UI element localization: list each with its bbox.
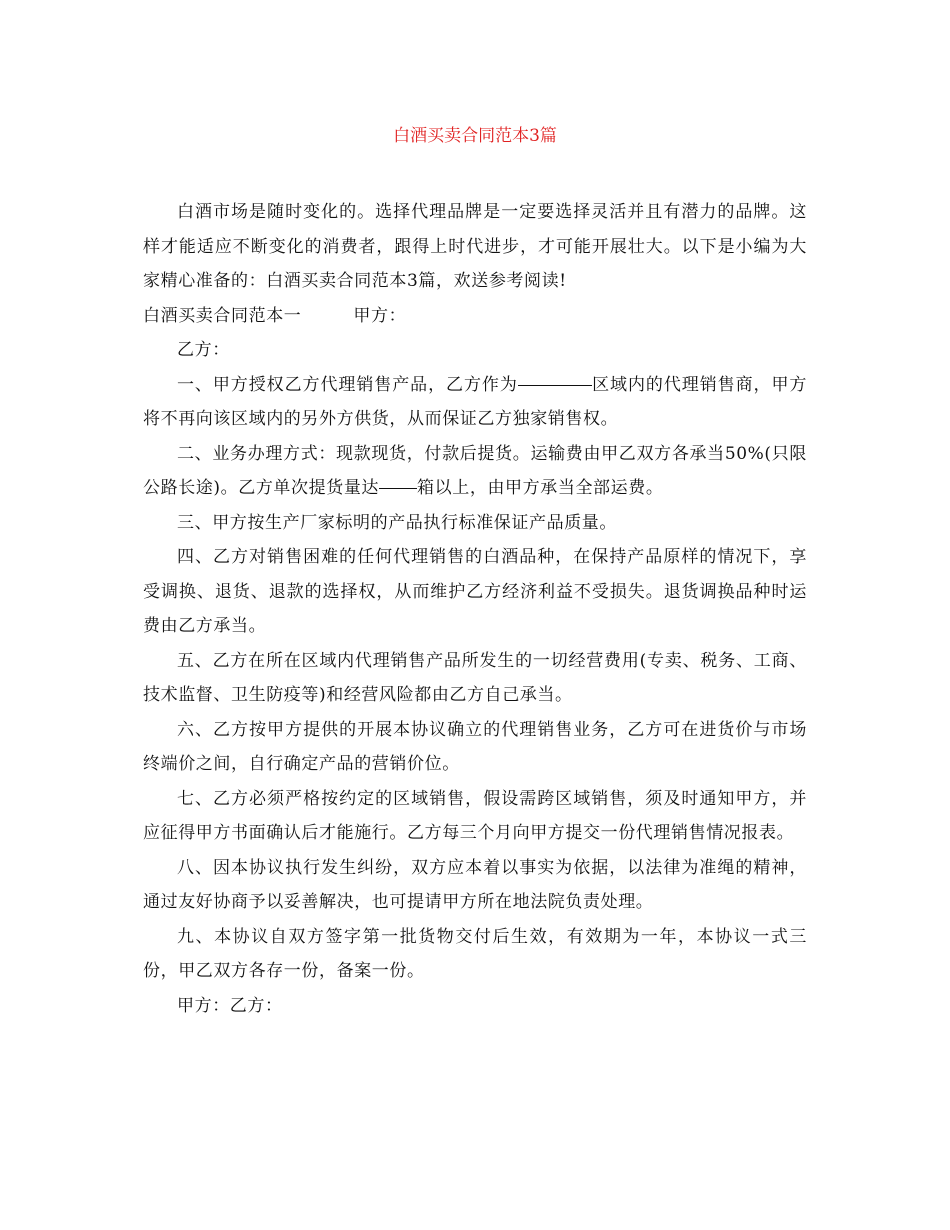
clause-2 (143, 437, 807, 506)
clause-2-part-a: 二、业务办理方式：现款现货，付款后提货。运输费由甲乙双方各承当50%(只限公路长途)。乙方单次提货量达 (143, 443, 807, 498)
clause-3: 三、甲方按生产厂家标明的产品执行标准保证产品质量。 (177, 512, 617, 533)
intro-paragraph: 白酒市场是随时变化的。选择代理品牌是一定要选择灵活并且有潜力的品牌。这样才能适应不断变化的消费者，跟得上时代进步，才可能开展壮大。以下是小编为大家精心准备的：白酒买卖合同范本3篇，欢送参考阅读! (143, 202, 807, 291)
document-body (143, 195, 807, 1023)
party-a-label: 甲方： (353, 305, 407, 326)
signature-line: 甲方：乙方： (177, 995, 283, 1016)
clause-1 (143, 368, 807, 437)
document-title: 白酒买卖合同范本3篇 (393, 126, 557, 146)
clause-9: 九、本协议自双方签字第一批货物交付后生效，有效期为一年，本协议一式三份，甲乙双方各存一份，备案一份。 (143, 926, 807, 981)
clause-8: 八、因本协议执行发生纠纷，双方应本着以事实为依据，以法律为准绳的精神，通过友好协商予以妥善解决，也可提请甲方所在地法院负责处理。 (143, 857, 807, 912)
blank-line (518, 384, 592, 386)
section-heading-line (143, 299, 807, 334)
clause-4: 四、乙方对销售困难的任何代理销售的白酒品种，在保持产品原样的情况下，享受调换、退货、退款的选择权，从而维护乙方经济利益不受损失。退货调换品种时运费由乙方承当。 (143, 547, 807, 636)
section-heading: 白酒买卖合同范本一 (143, 305, 302, 326)
clause-5: 五、乙方在所在区域内代理销售产品所发生的一切经营费用(专卖、税务、工商、技术监督、卫生防疫等)和经营风险都由乙方自己承当。 (143, 650, 807, 705)
party-b-line: 乙方： (177, 340, 230, 360)
blank-line (379, 487, 417, 489)
clause-1-part-a: 一、甲方授权乙方代理销售产品，乙方作为 (177, 374, 518, 395)
clause-1-part-b: 区域内的代理销售商，甲方将不再向该区域内的另外方供货，从而保证乙方独家销售权。 (143, 374, 808, 429)
clause-2-part-b: 箱以上，由甲方承当全部运费。 (417, 478, 664, 498)
clause-6: 六、乙方按甲方提供的开展本协议确立的代理销售业务，乙方可在进货价与市场终端价之间，自行确定产品的营销价位。 (143, 719, 807, 774)
clause-7: 七、乙方必须严格按约定的区域销售，假设需跨区域销售，须及时通知甲方，并应征得甲方书面确认后才能施行。乙方每三个月向甲方提交一份代理销售情况报表。 (143, 788, 807, 843)
